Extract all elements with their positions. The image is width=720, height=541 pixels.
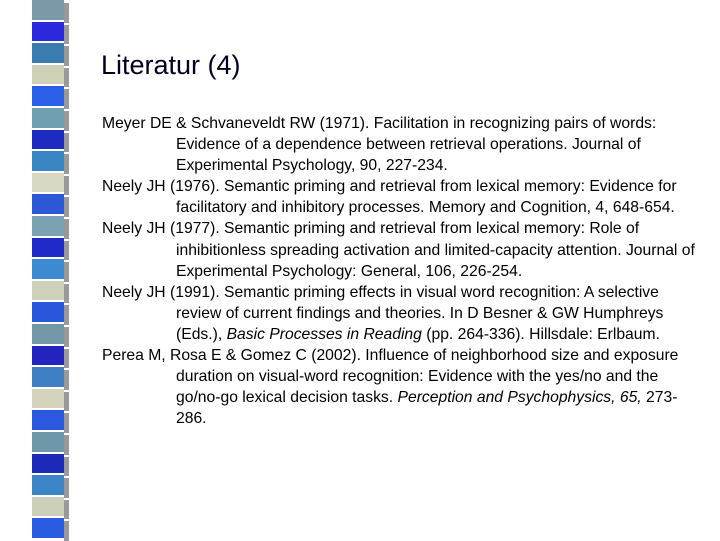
- stripe-block: [32, 497, 64, 517]
- stripe-shadow: [64, 327, 69, 347]
- stripe-shadow: [64, 305, 69, 325]
- stripe-block: [32, 194, 64, 214]
- stripe-block: [32, 238, 64, 258]
- stripe-shadow: [64, 478, 69, 498]
- stripe-block: [32, 108, 64, 128]
- stripe-shadow: [64, 68, 69, 88]
- stripe-block: [32, 432, 64, 452]
- stripe-block: [32, 173, 64, 193]
- reference-item: Meyer DE & Schvaneveldt RW (1971). Facilitation in recognizing pairs of words: Evidence of a dependence between retrieval operations. Journal of Experimental Psychology, 90, 227-234.: [102, 115, 657, 175]
- stripe-shadow: [64, 46, 69, 66]
- stripe-block: [32, 86, 64, 106]
- stripe-shadow: [64, 197, 69, 217]
- stripe-block: [32, 130, 64, 150]
- stripe-block: [32, 454, 64, 474]
- stripe-block: [32, 389, 64, 409]
- stripe-shadow: [64, 413, 69, 433]
- reference-item: Neely JH (1976). Semantic priming and retrieval from lexical memory: Evidence for facilitatory and inhibitory processes. Memory and Cognition, 4, 648-654.: [102, 178, 677, 217]
- stripe-shadow: [64, 25, 69, 45]
- stripe-shadow: [64, 219, 69, 239]
- stripe-block: [32, 302, 64, 322]
- stripe-shadow: [64, 370, 69, 390]
- stripe-block: [32, 22, 64, 42]
- stripe-block: [32, 410, 64, 430]
- stripe-shadow: [64, 241, 69, 261]
- stripe-block: [32, 346, 64, 366]
- reference-item: Perea M, Rosa E & Gomez C (2002). Influence of neighborhood size and exposure duration on visual-word recognition: Evidence with the yes/no and the go/no-go lexical decision tasks. Perception and Psychophysics, 65, 273-286.: [102, 347, 679, 428]
- stripe-block: [32, 216, 64, 236]
- stripe-shadow: [64, 89, 69, 109]
- stripe-block: [32, 518, 64, 538]
- stripe-block: [32, 475, 64, 495]
- stripe-shadow: [64, 392, 69, 412]
- reference-item: Neely JH (1991). Semantic priming effects in visual word recognition: A selective review of current findings and theories. In D Besner & GW Humphreys (Eds.), Basic Processes in Reading (pp. 264-336). Hillsdale: Erlbaum.: [102, 283, 664, 343]
- stripe-block: [32, 367, 64, 387]
- stripe-shadow: [64, 154, 69, 174]
- stripe-block: [32, 151, 64, 171]
- reference-item: Neely JH (1977). Semantic priming and retrieval from lexical memory: Role of inhibitionless spreading activation and limited-capacity attention. Journal of Experimental Psychology: General, 106, 226-254.: [102, 220, 695, 280]
- stripe-block: [32, 0, 64, 20]
- stripe-block: [32, 281, 64, 301]
- stripe-shadow: [64, 521, 69, 541]
- stripe-shadow: [64, 435, 69, 455]
- stripe-shadow: [64, 133, 69, 153]
- stripe-shadow: [64, 262, 69, 282]
- stripe-shadow: [64, 3, 69, 23]
- stripe-block: [32, 65, 64, 85]
- stripe-shadow: [64, 176, 69, 196]
- stripe-block: [32, 43, 64, 63]
- stripe-shadow: [64, 111, 69, 131]
- stripe-block: [32, 259, 64, 279]
- reference-list: [102, 113, 702, 429]
- slide-title: Literatur (4): [101, 50, 241, 80]
- stripe-block: [32, 324, 64, 344]
- stripe-shadow: [64, 500, 69, 520]
- stripe-shadow: [64, 284, 69, 304]
- decorative-stripe: [32, 0, 64, 540]
- stripe-shadow: [64, 457, 69, 477]
- stripe-shadow: [64, 349, 69, 369]
